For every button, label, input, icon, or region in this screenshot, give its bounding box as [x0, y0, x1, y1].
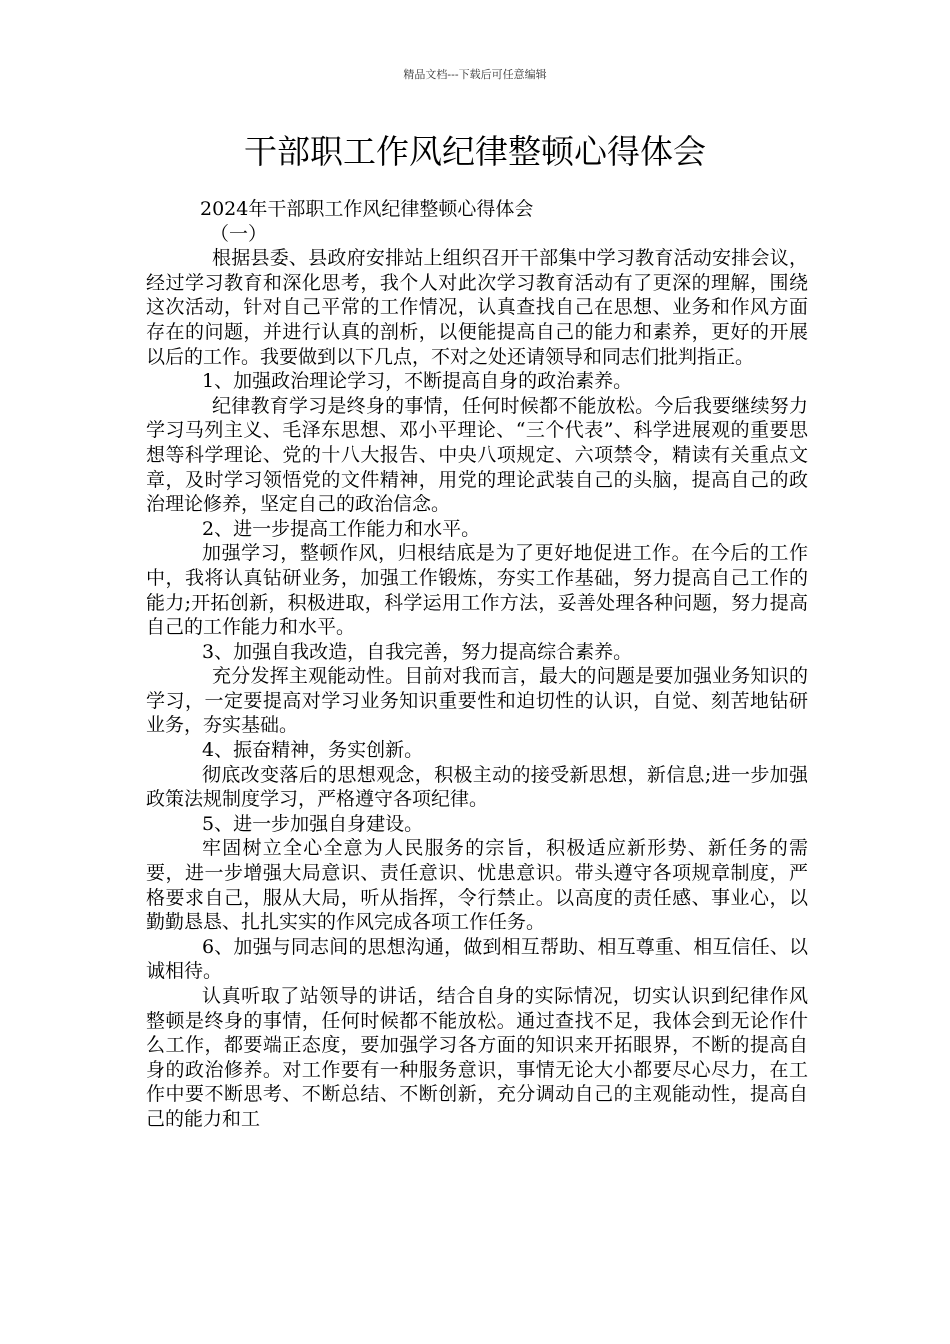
section-marker: （一）: [210, 222, 268, 245]
section-heading: 2、进一步提高工作能力和水平。: [202, 517, 481, 540]
body-paragraph: 纪律教育学习是终身的事情，任何时候都不能放松。今后我要继续努力学习马列主义、毛泽东思想、邓小平理论、“三个代表”、科学进展观的重要思想等科学理论、党的十八大报告、中央八项规定、六项禁令，精读有关重点文章，及时学习领悟党的文件精神，用党的理论武装自己的头脑，提高自己的政治理论修养，坚定自己的政治信念。: [146, 394, 808, 516]
section-heading: 5、进一步加强自身建设。: [202, 812, 424, 835]
section-heading: 6、加强与同志间的思想沟通，做到相互帮助、相互尊重、相互信任、以诚相待。: [146, 935, 808, 983]
body-paragraph: 根据县委、县政府安排站上组织召开干部集中学习教育活动安排会议，经过学习教育和深化思考，我个人对此次学习教育活动有了更深的理解，围绕这次活动，针对自己平常的工作情况，认真查找自己在思想、业务和作风方面存在的问题，并进行认真的剖析，以便能提高自己的能力和素养，更好的开展以后的工作。我要做到以下几点，不对之处还请领导和同志们批判指正。: [146, 247, 808, 368]
body-paragraph: 加强学习，整顿作风，归根结底是为了更好地促进工作。在今后的工作中，我将认真钻研业务，加强工作锻炼，夯实工作基础，努力提高自己工作的能力;开拓创新，积极进取，科学运用工作方法，妥善处理各种问题，努力提高自己的工作能力和水平。: [146, 542, 808, 639]
document-body: [146, 197, 808, 1132]
document-subtitle: 2024年干部职工作风纪律整顿心得体会: [200, 198, 534, 220]
section-heading: 4、振奋精神，务实创新。: [202, 739, 424, 762]
section-heading: 1、加强政治理论学习，不断提高自身的政治素养。: [202, 370, 633, 393]
body-paragraph: 牢固树立全心全意为人民服务的宗旨，积极适应新形势、新任务的需要，进一步增强大局意识、责任意识、忧患意识。带头遵守各项规章制度，严格要求自己，服从大局，听从指挥，令行禁止。以高度的责任感、事业心，以勤勤恳恳、扎扎实实的作风完成各项工作任务。: [146, 837, 808, 934]
body-paragraph: 充分发挥主观能动性。目前对我而言，最大的问题是要加强业务知识的学习，一定要提高对学习业务知识重要性和迫切性的认识，自觉、刻苦地钻研业务，夯实基础。: [146, 665, 808, 737]
body-paragraph: 认真听取了站领导的讲话，结合自身的实际情况，切实认识到纪律作风整顿是终身的事情，任何时候都不能放松。通过查找不足，我体会到无论作什么工作，都要端正态度，要加强学习各方面的知识来开拓眼界，不断的提高自身的政治修养。对工作要有一种服务意识，事情无论大小都要尽心尽力，在工作中要不断思考、不断总结、不断创新，充分调动自己的主观能动性，提高自己的能力和工: [146, 985, 808, 1130]
document-title: 干部职工作风纪律整顿心得体会: [244, 132, 706, 171]
body-paragraph: 彻底改变落后的思想观念，积极主动的接受新思想，新信息;进一步加强政策法规制度学习，严格遵守各项纪律。: [146, 763, 808, 811]
section-heading: 3、加强自我改造，自我完善，努力提高综合素养。: [202, 640, 633, 663]
page-header-note: 精品文档---下载后可任意编辑: [403, 68, 547, 81]
